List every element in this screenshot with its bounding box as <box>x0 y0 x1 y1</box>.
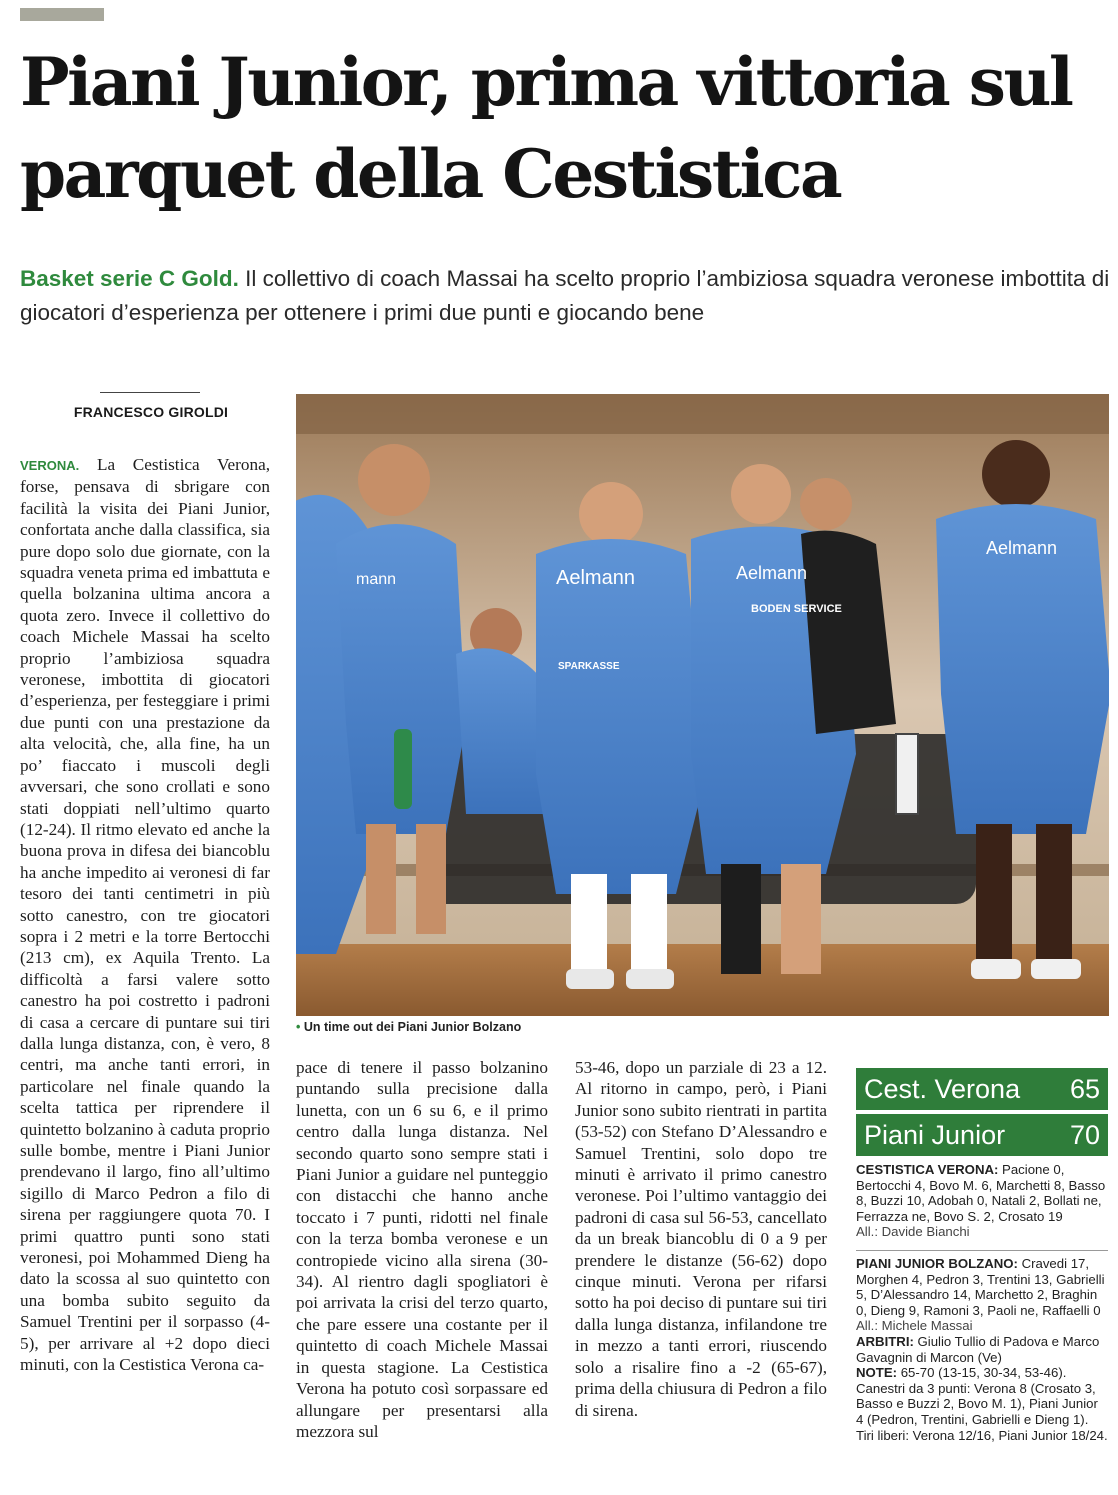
headline: Piani Junior, prima vittoria sul parquet della Cestistica <box>20 43 1072 213</box>
byline-divider <box>100 392 200 393</box>
notes-text: 65-70 (13-15, 30-34, 53-46). Canestri da 3 punti: Verona 8 (Crosato 3, Basso e Buzzi 2, Bovo M. 1), Piani Junior 4 (Pedron, Trentini, Gabrielli e Dieng 1). Tiri liberi: Verona 12/16, Piani Junior 18/24. <box>856 1365 1108 1443</box>
jersey-text-3: Aelmann <box>986 538 1058 558</box>
photo-illustration <box>296 394 1109 1016</box>
final-score-box <box>856 1068 1108 1160</box>
jersey-text-partial: mann <box>356 571 397 588</box>
boxscore-verona-label: CESTISTICA VERONA: <box>856 1162 999 1177</box>
referees-label: ARBITRI: <box>856 1333 914 1349</box>
score-row-verona <box>856 1068 1108 1110</box>
subhead-text: Il collettivo di coach Massai ha scelto proprio l’ambiziosa squadra veronese imbottita di giocatori d’esperienza per ottenere i primi due punti e giocando bene <box>20 266 1110 325</box>
boxscore-divider <box>856 1250 1108 1251</box>
boxscore-verona-coach: All.: Davide Bianchi <box>856 1224 970 1240</box>
team-score-verona: 65 <box>1069 1073 1100 1104</box>
caption-bullet: • <box>296 1020 301 1034</box>
subhead-kicker: Basket serie C Gold. <box>20 266 239 291</box>
caption-text: Un time out dei Piani Junior Bolzano <box>303 1020 522 1034</box>
team-name-verona: Cest. Verona <box>864 1073 1021 1104</box>
author-byline: FRANCESCO GIROLDI <box>73 404 229 420</box>
article-column-3: 53-46, dopo un parziale di 23 a 12. Al ritorno in campo, però, i Piani Junior sono subito rientrati in partita (53-52) con Stefano D’Alessandro e Samuel Trentini, solo dopo tre minuti è arrivato il primo canestro veronese. Poi l’ultimo vantaggio dei padroni di casa sul 56-53, cancellato da un break biancoblu di 0 a 9 per prendere le distanze (56-62) dopo cinque minuti. Verona per rifarsi sotto ha poi deciso di puntare sui tiri dalla lunga distanza, infilandone tre in mezzo a tanti errori, riuscendo solo a risalire fino a -2 (65-67), prima della chiusura di Pedron a filo di sirena. <box>575 1058 827 1420</box>
boxscore-verona-players: Pacione 0, Bertocchi 4, Bovo M. 6, Marchetti 8, Basso 8, Buzzi 10, Adobah 0, Natali 2, Bollati ne, Ferrazza ne, Bovo S. 2, Crosato 19 <box>856 1162 1106 1224</box>
score-row-piani <box>856 1114 1108 1156</box>
photo-caption <box>296 1020 996 1034</box>
referees-text: Giulio Tullio di Padova e Marco Gavagnin di Marcon (Ve) <box>856 1333 1100 1365</box>
notes-label: NOTE: <box>856 1365 898 1381</box>
jersey-text-1: Aelmann <box>556 567 635 589</box>
boxscore-piani-coach: All.: Michele Massai <box>856 1318 973 1334</box>
boxscore-verona <box>856 1162 1108 1240</box>
subheadline <box>20 262 1110 330</box>
boxscore-piani-label: PIANI JUNIOR BOLZANO: <box>856 1256 1018 1271</box>
article-column-2: pace di tenere il passo bolzanino puntando sulla precisione dalla lunetta, con un 6 su 6, e il primo centro dalla lunga distanza. Nel secondo quarto sono sempre stati i Piani Junior a guidare nel punteggio con distacchi che hanno anche toccato i 7 punti, ridotti nel finale con la terza bomba veronese e un contropiede vicino alla sirena (30-34). Al rientro dagli spogliatori è poi arrivata la crisi del terzo quarto, che pare essere una costante per il quintetto di coach Michele Massai in questa stagione. La Cestistica Verona ha potuto così sorpassare ed allungare per presentarsi alla mezzora sul <box>296 1058 548 1441</box>
article-column-1 <box>20 454 270 1375</box>
boxscore-piani <box>856 1256 1108 1443</box>
team-name-piani: Piani Junior <box>864 1119 1006 1150</box>
dateline: VERONA. <box>20 458 80 473</box>
article-text-1: La Cestistica Verona, forse, pensava di sbrigare con facilità la visita dei Piani Junior, confortata anche dalla classifica, sia pure dopo solo due giornate, con la squadra veneta prima ed imbattuta e quella bolzanina ultima ancora a quota zero. Invece il collettivo do coach Michele Massai ha scelto proprio l’ambiziosa squadra veronese, imbottita di giocatori d’esperienza, per festeggiare i primi due punti con una prestazione da alta velocità, che, alla fine, ha un po’ fiaccato i muscoli degli avversari, che sono crollati e sono stati doppiati nell’ultimo quarto (12-24). Il ritmo elevato ed anche la buona prova in difesa dei biancoblu ha anche impedito ai veronesi di far tesoro dei tanti centimetri in più sotto canestro, con tre giocatori sopra i 2 metri e la torre Bertocchi (213 cm), ex Aquila Trento. La difficoltà a farsi valere sotto canestro ha poi costretto i padroni di casa a cercare di puntare sui tiri dalla lunga distanza, con, è vero, 8 centri, ma anche tanti errori, in particolare nel finale quando la scelta tattica per riprendere il quintetto bolzanino à caduta proprio sulle bombe, mentre i Piani Junior prendevano il largo, fino all’ultimo sigillo di Marco Pedron a filo di sirena per raggiungere quota 70. I primi quattro punti sono stati veronesi, poi Mohammed Dieng ha dato la scossa al suo quintetto con una bomba subito seguito da Samuel Trentini per il sorpasso (4-5), per arrivare al +2 dopo dieci minuti, con la Cestistica Verona ca- <box>20 455 270 1375</box>
section-tab-bar <box>20 8 104 21</box>
boxscore-piani-players: Cravedi 17, Morghen 4, Pedron 3, Trentini 13, Gabrielli 5, D’Alessandro 14, Marchetto 2, Braghin 0, Dieng 9, Ramoni 3, Paoli ne, Raffaelli 0 <box>856 1256 1105 1318</box>
jersey-text-2: Aelmann <box>736 563 808 583</box>
team-timeout-photo <box>296 394 1109 1016</box>
jersey-sponsor-boden: BODEN SERVICE <box>751 603 842 615</box>
jersey-sponsor-sparkasse: SPARKASSE <box>558 661 620 672</box>
team-score-piani: 70 <box>1069 1119 1100 1150</box>
